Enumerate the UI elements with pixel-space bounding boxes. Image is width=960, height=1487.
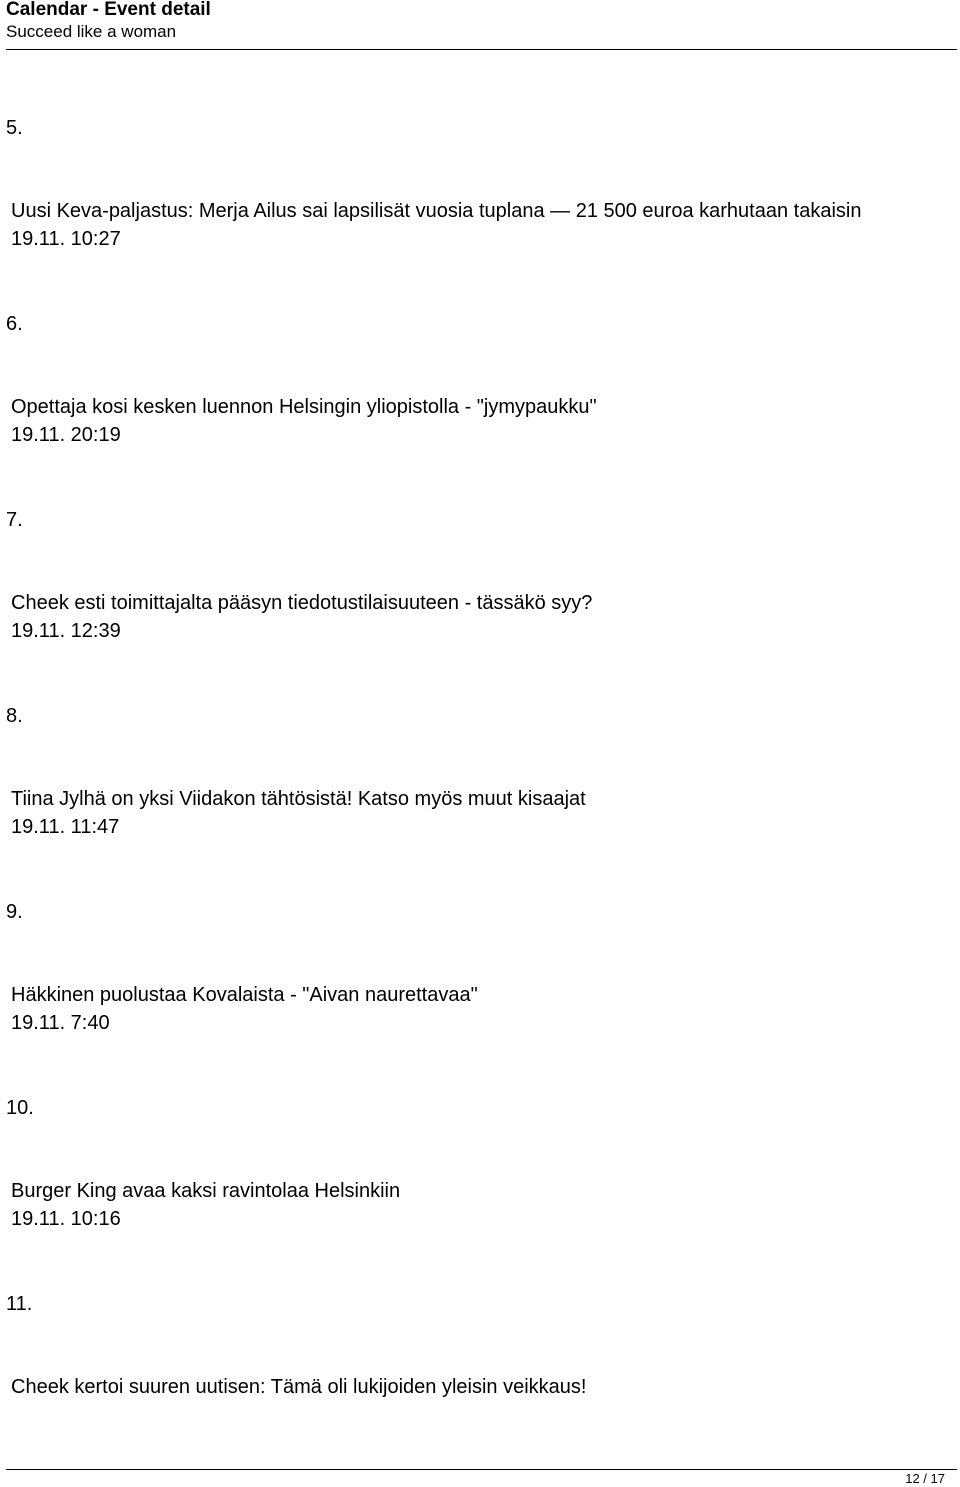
item-rank: 8. — [6, 705, 23, 727]
page-footer — [6, 1469, 957, 1487]
item-rank: 5. — [6, 117, 23, 139]
item-headline-link[interactable]: Cheek kertoi suuren uutisen: Tämä oli lukijoiden yleisin veikkaus! — [11, 1376, 587, 1398]
item-headline-link[interactable]: Burger King avaa kaksi ravintolaa Helsinkiin — [11, 1180, 401, 1202]
item-timestamp: 19.11. 10:27 — [11, 228, 121, 250]
page-title: Calendar - Event detail — [6, 0, 211, 20]
item-rank: 11. — [6, 1293, 33, 1315]
item-rank: 7. — [6, 509, 23, 531]
page-header — [6, 0, 957, 50]
page-number: 12 / 17 — [905, 1471, 945, 1486]
item-rank: 10. — [6, 1097, 34, 1119]
page-subtitle: Succeed like a woman — [6, 22, 177, 41]
item-timestamp: 19.11. 20:19 — [11, 424, 121, 446]
item-timestamp: 19.11. 11:47 — [11, 816, 120, 838]
item-timestamp: 19.11. 10:16 — [11, 1208, 121, 1230]
item-timestamp: 19.11. 12:39 — [11, 620, 121, 642]
item-headline-link[interactable]: Tiina Jylhä on yksi Viidakon tähtösistä! Katso myös muut kisaajat — [11, 788, 586, 810]
item-headline-link[interactable]: Opettaja kosi kesken luennon Helsingin yliopistolla - "jymypaukku" — [11, 396, 597, 418]
item-rank: 6. — [6, 313, 23, 335]
item-headline-link[interactable]: Uusi Keva-paljastus: Merja Ailus sai lapsilisät vuosia tuplana — 21 500 euroa karhutaan takaisin — [11, 200, 862, 222]
item-headline-link[interactable]: Cheek esti toimittajalta pääsyn tiedotustilaisuuteen - tässäkö syy? — [11, 592, 593, 614]
item-headline-link[interactable]: Häkkinen puolustaa Kovalaista - "Aivan naurettavaa" — [11, 984, 478, 1006]
item-rank: 9. — [6, 901, 23, 923]
item-timestamp: 19.11. 7:40 — [11, 1012, 110, 1034]
